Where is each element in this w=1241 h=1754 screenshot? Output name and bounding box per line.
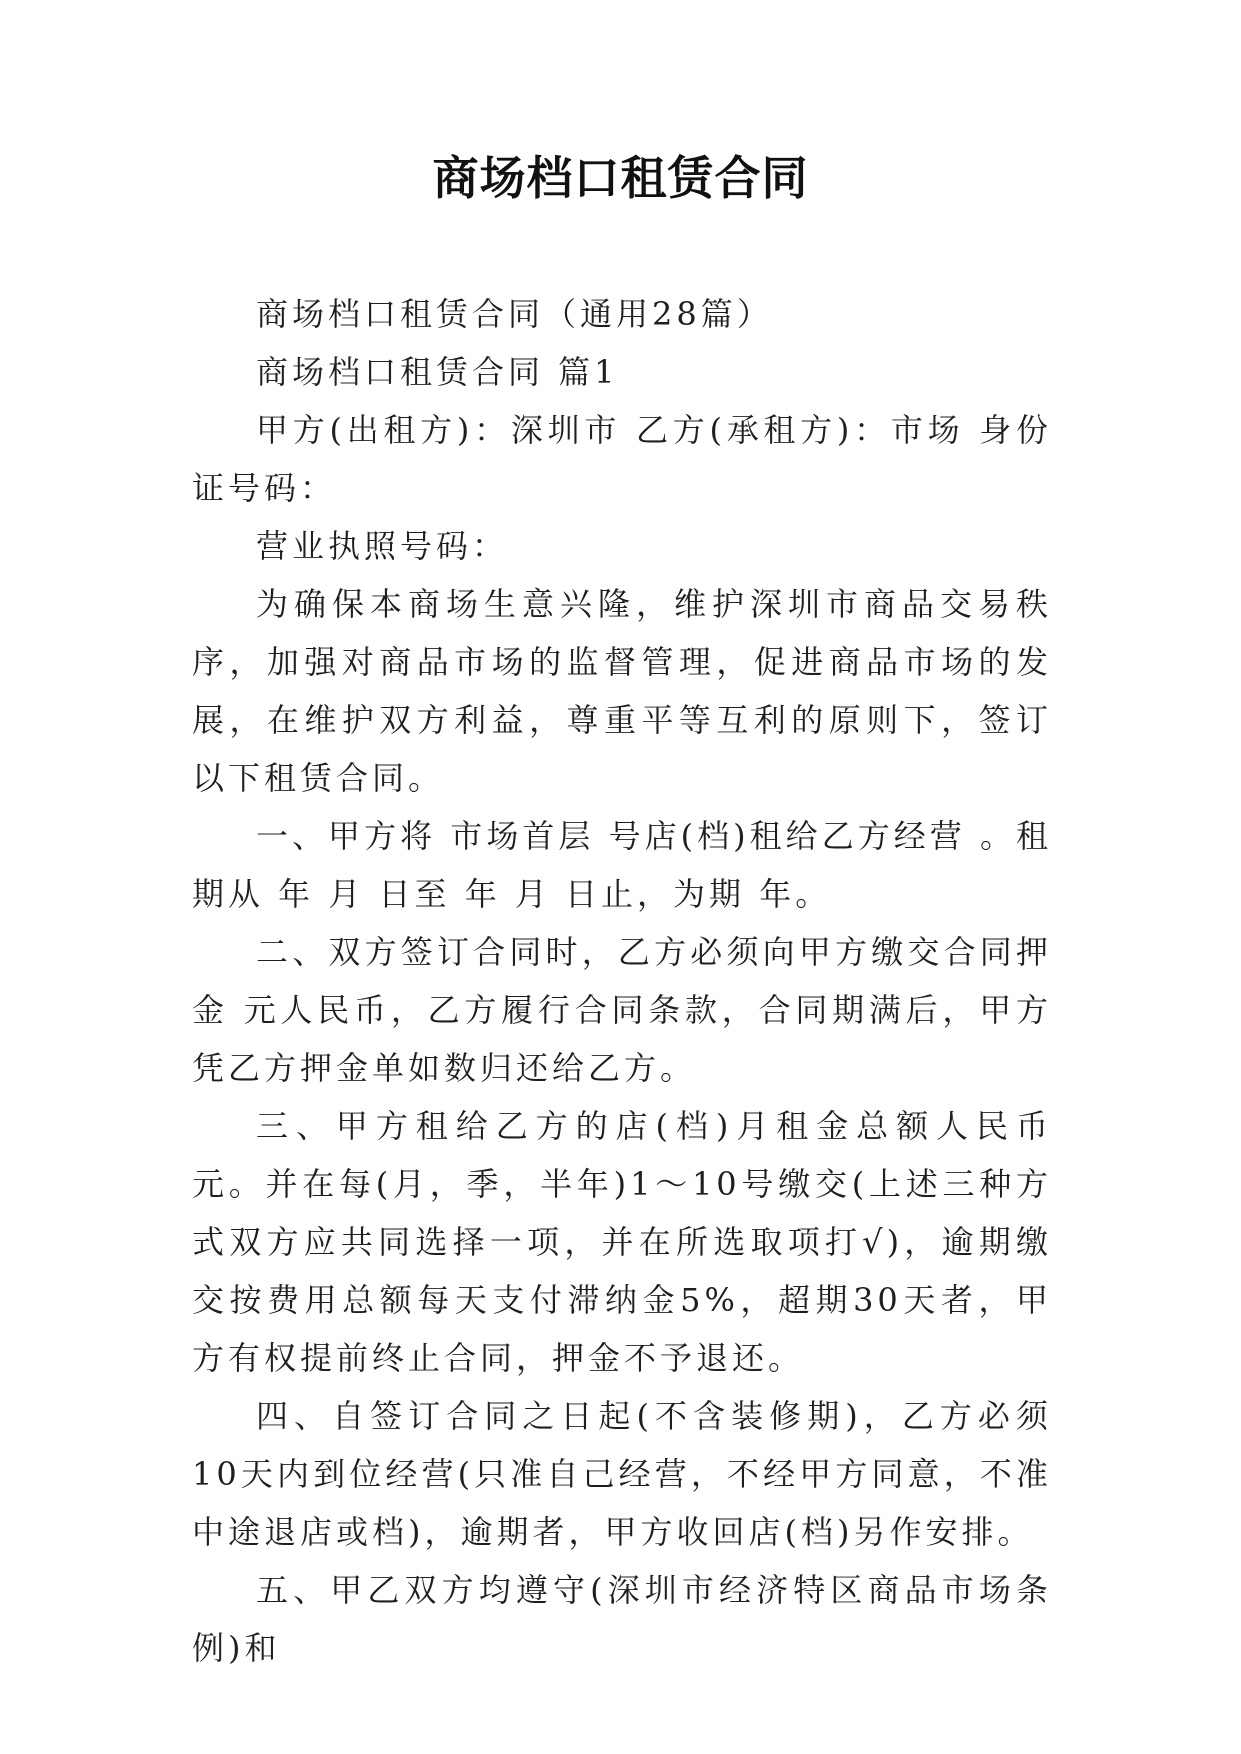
paragraph-parties: 甲方(出租方)：深圳市 乙方(承租方)：市场 身份证号码：: [192, 411, 1052, 507]
paragraph-clause-5: 五、甲乙双方均遵守(深圳市经济特区商品市场条例)和: [192, 1571, 1052, 1667]
paragraph-clause-3: 三、甲方租给乙方的店(档)月租金总额人民币 元。并在每(月，季，半年)1～10号缴交(上述三种方式双方应共同选择一项，并在所选取项打√)，逾期缴交按费用总额每天支付滞纳金5%，超期30天者，甲方有权提前终止合同，押金不予退还。: [192, 1107, 1052, 1377]
document-body: [192, 285, 1052, 1677]
paragraph-section-heading: 商场档口租赁合同 篇1: [256, 353, 619, 391]
document-title: 商场档口租赁合同: [432, 151, 809, 205]
paragraph-preamble: 为确保本商场生意兴隆，维护深圳市商品交易秩序，加强对商品市场的监督管理，促进商品市场的发展，在维护双方利益，尊重平等互利的原则下，签订以下租赁合同。: [192, 585, 1052, 797]
paragraph-clause-2: 二、双方签订合同时，乙方必须向甲方缴交合同押金 元人民币，乙方履行合同条款，合同期满后，甲方凭乙方押金单如数归还给乙方。: [192, 933, 1052, 1087]
paragraph-subtitle: 商场档口租赁合同（通用28篇）: [256, 295, 773, 333]
paragraph-clause-4: 四、自签订合同之日起(不含装修期)，乙方必须10天内到位经营(只准自己经营，不经甲方同意，不准中途退店或档)，逾期者，甲方收回店(档)另作安排。: [192, 1397, 1052, 1551]
paragraph-license-number: 营业执照号码：: [256, 527, 509, 565]
paragraph-clause-1: 一、甲方将 市场首层 号店(档)租给乙方经营 。租期从 年 月 日至 年 月 日止，为期 年。: [192, 817, 1052, 913]
